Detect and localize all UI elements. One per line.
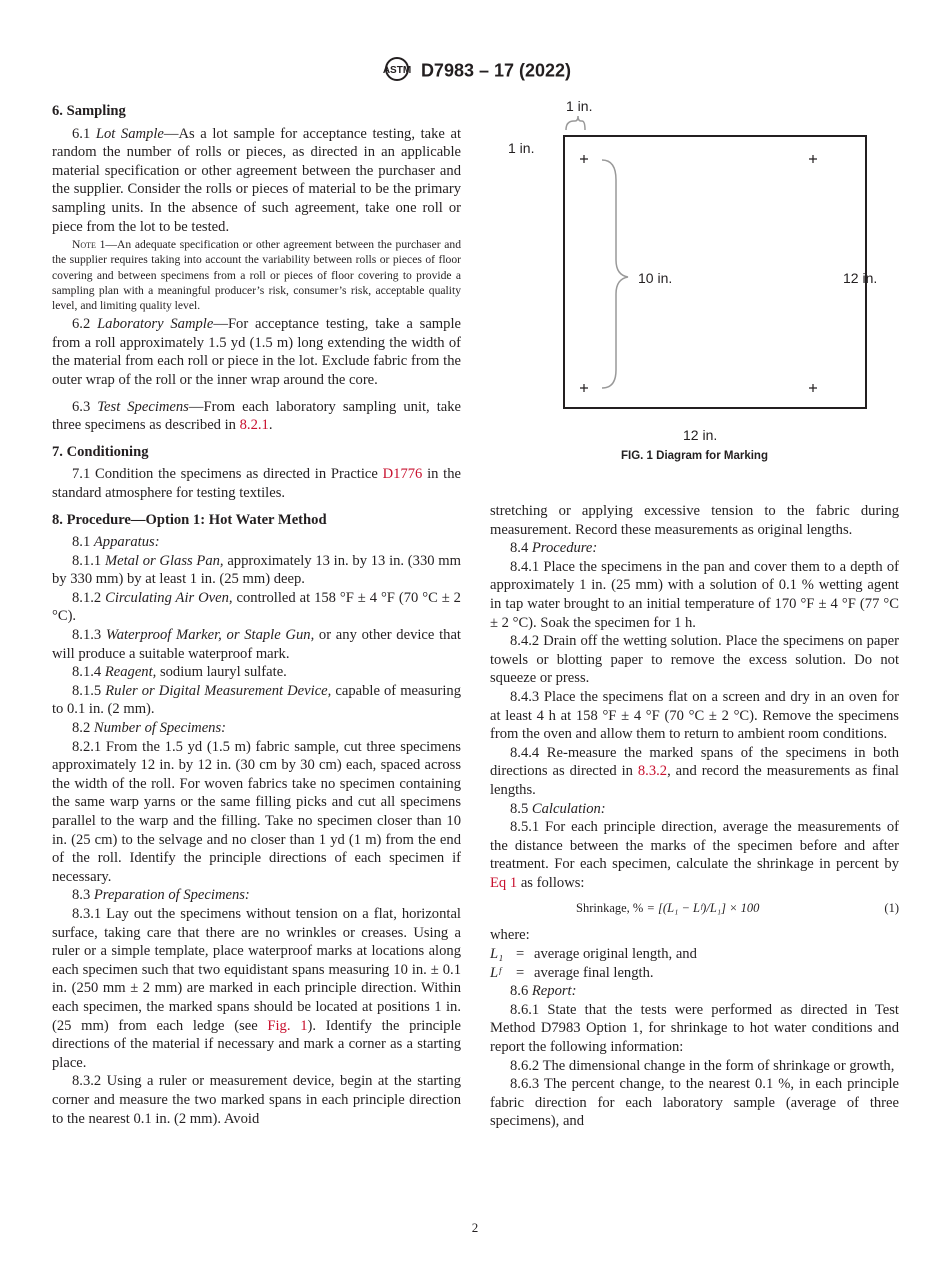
astm-logo-icon	[379, 56, 415, 87]
right-side-label: 12 in.	[843, 270, 878, 286]
text-run: 6.3	[72, 398, 98, 415]
paragraph	[52, 465, 461, 502]
paragraph	[52, 886, 461, 905]
cross-reference-link[interactable]: Eq 1	[490, 874, 518, 891]
text-run: 8.1.4	[72, 664, 105, 681]
left-margin-label: 1 in.	[508, 140, 535, 156]
text-run: 1—An adequate specification or other agreement between the purchaser and the supplier requires taking into account the variability between rolls or pieces of floor covering and between specimens from a roll or pieces of floor covering to provide a sampling plan with a meaningful producer’s risk, consumer’s risk, acceptable quality level, and limiting quality level.	[52, 238, 461, 312]
paragraph	[490, 1075, 899, 1131]
svg-text:ASTM: ASTM	[382, 65, 412, 76]
equation-lhs: Shrinkage, %	[576, 901, 647, 916]
paragraph	[52, 533, 461, 552]
bottom-side-label: 12 in.	[683, 427, 718, 443]
equation-number: (1)	[884, 901, 899, 916]
paragraph	[52, 589, 461, 626]
text-run: sodium lauryl sulfate.	[156, 664, 287, 681]
text-run: 6.1	[72, 125, 96, 142]
text-run: Number of Specimens:	[93, 720, 227, 737]
paragraph	[490, 1057, 899, 1076]
text-run: Note	[72, 238, 96, 252]
cross-reference-link[interactable]: 8.2.1	[239, 417, 269, 434]
paragraph	[52, 682, 461, 719]
section-heading: 8. Procedure—Option 1: Hot Water Method	[52, 511, 327, 528]
text-run: 8.4.3 Place the specimens flat on a screen and dry in an oven for at least 4 h at 158 °F ± 4 °F (70 °C ± 2 °C). Remove the specimens from the oven and allow them to return to ambient room conditions.	[490, 688, 899, 743]
where-label: where:	[490, 927, 530, 944]
paragraph	[490, 539, 899, 558]
text-run: Circulating Air Oven,	[105, 589, 233, 606]
paragraph	[490, 688, 899, 744]
text-run: 8.3.1 Lay out the specimens without tension on a flat, horizontal surface, taking care that there are no wrinkles or creases. Using a ruler or a simple template, place waterproof marks at locations along each specimen such that two equidistant spans measuring 10 in. ± 0.1 in. (250 mm ± 2 mm) are marked in each principle direction. Within each specimen, the marked spans should be located at positions 1 in. (25 mm) from each ledge (see	[52, 905, 461, 1034]
text-run: 7.1 Condition the specimens as directed in Practice	[72, 466, 383, 483]
variable-definitions	[490, 945, 899, 982]
text-run: 8.4.2 Drain off the wetting solution. Place the specimens on paper towels or blotting paper to remove the excess solution. Do not squeeze or press.	[490, 633, 899, 687]
text-run: Preparation of Specimens:	[93, 887, 250, 904]
text-run: 8.1	[72, 534, 94, 551]
cross-reference-link[interactable]: D1776	[382, 466, 423, 483]
text-run: Waterproof Marker, or Staple Gun,	[105, 627, 315, 644]
text-run: 8.5	[510, 800, 532, 817]
inner-span-label: 10 in.	[638, 270, 673, 286]
paragraph	[490, 632, 899, 688]
text-run: —As a lot sample for acceptance testing, take at random the number of rolls or pieces, as directed in an applicable material specification or other agreement between the purchaser and the supplier. Consider the rolls or pieces of material to be the primary sampling units. In the absence of such agreement, take one roll or piece from the lot to be tested.	[52, 125, 462, 235]
text-run: Report:	[531, 983, 577, 1000]
def-equals: =	[516, 946, 525, 963]
paragraph	[52, 663, 461, 682]
paragraph	[52, 1072, 461, 1128]
spacer	[52, 390, 461, 398]
text-run: Apparatus:	[93, 534, 160, 551]
text-run: Lot Sample	[95, 125, 164, 142]
paragraph	[52, 398, 461, 435]
paragraph	[52, 626, 461, 663]
paragraph	[52, 738, 461, 887]
text-run: 8.4.1 Place the specimens in the pan and cover them to a depth of approximately 1 in. (25 mm) with a solution of 0.1 % wetting agent in tap water brought to an initial temperature of 170 °F ± 4 °F (77 °C ± 2 °C). Soak the specimen for 1 h.	[490, 558, 899, 631]
equation-1	[490, 896, 899, 922]
specimen-outline	[564, 136, 866, 408]
standard-designation: D7983 – 17 (2022)	[420, 60, 572, 81]
text-run: or any other device that will produce a suitable waterproof mark.	[52, 627, 461, 662]
text-run: 8.6.3 The percent change, to the nearest 0.1 %, in each principle fabric direction for each laboratory sample (average of three specimens), and	[490, 1076, 899, 1130]
text-run: 8.3.2 Using a ruler or measurement device, begin at the starting corner and measure the two marked spans in each principle direction to the nearest 0.1 in. (2 mm). Avoid	[52, 1073, 461, 1127]
cross-reference-link[interactable]: 8.3.2	[637, 763, 668, 780]
left-column	[52, 94, 461, 1128]
right-column-text	[490, 502, 899, 892]
equation-rhs: = [(L₁ − Lᶠ)/L₁] × 100	[646, 901, 760, 916]
text-run: 8.6	[510, 983, 532, 1000]
top-margin-brace	[566, 116, 585, 130]
cross-reference-link[interactable]: Fig. 1	[267, 1017, 308, 1034]
paragraph	[52, 552, 461, 589]
text-run: 8.6.2 The dimensional change in the form of shrinkage or growth,	[510, 1057, 895, 1074]
text-run: 8.1.5	[72, 682, 106, 699]
text-run: 8.5.1 For each principle direction, average the measurements of the distance between the marks of the specimen before and after treatment. For each specimen, calculate the shrinkage in percent by	[490, 819, 899, 873]
def-description: average final length.	[534, 964, 654, 981]
paragraph	[490, 1001, 899, 1057]
text-run: 6.2	[72, 316, 98, 333]
text-run: capable of measuring to 0.1 in. (2 mm).	[52, 682, 461, 718]
def-equals: =	[516, 964, 525, 981]
marking-diagram	[490, 90, 899, 450]
def-symbol: Lᶠ	[490, 964, 501, 981]
text-run: , and record the measurements as final lengths.	[490, 763, 899, 798]
text-run: Reagent,	[104, 664, 157, 681]
text-run: 8.4	[510, 540, 532, 557]
report-section	[490, 982, 899, 1131]
text-run: Procedure:	[531, 540, 598, 557]
text-run: Ruler or Digital Measurement Device,	[105, 682, 332, 699]
text-run: 8.6.1 State that the tests were performed as directed in Test Method D7983 Option 1, for shrinkage to hot water conditions and report the following information:	[490, 1001, 899, 1056]
text-run: approximately 13 in. by 13 in. (330 mm by 330 mm) by at least 1 in. (25 mm) deep.	[52, 552, 462, 588]
top-margin-label: 1 in.	[566, 98, 593, 114]
text-run: ). Identify the principle directions of the material if necessary and mark a corner as a starting place.	[52, 1017, 461, 1071]
text-run: .	[268, 417, 273, 434]
def-description: average original length, and	[534, 946, 697, 963]
text-run: 8.3	[72, 887, 94, 904]
paragraph	[52, 719, 461, 738]
paragraph	[490, 982, 899, 1001]
text-run: Laboratory Sample	[97, 316, 214, 333]
page-header	[0, 56, 950, 87]
def-symbol: L₁	[490, 946, 504, 963]
text-run: —For acceptance testing, take a sample from a roll approximately 1.5 yd (1.5 m) long extending the width of the material from each roll or piece in the lot. Exclude fabric from the outer wrap of the roll or the inner wrap around the core.	[52, 316, 461, 388]
text-run: 8.1.1	[72, 552, 105, 569]
text-run: —From each laboratory sampling unit, take three specimens as described in	[52, 398, 462, 434]
paragraph	[490, 800, 899, 819]
text-run: 8.1.2	[72, 589, 106, 606]
text-run: Test Specimens	[97, 398, 189, 415]
section-heading: 7. Conditioning	[52, 443, 149, 460]
paragraph	[490, 558, 899, 632]
text-run: in the standard atmosphere for testing textiles.	[52, 466, 461, 501]
paragraph	[490, 502, 899, 539]
figure-caption: FIG. 1 Diagram for Marking	[621, 450, 768, 462]
paragraph	[52, 315, 461, 389]
text-run: 8.2.1 From the 1.5 yd (1.5 m) fabric sample, cut three specimens approximately 12 in. by 12 in. (30 cm by 30 cm) each, spaced across the width of the roll. For woven fabrics take no specimen containing the same warp yarns or the same filling picks and cut all specimens parallel to the warp and the filling. Take no specimen closer than 10 in. (25 cm) to the selvage and no closer than 1 yd (1 m) from the end of the roll. Identify the principle directions of each specimen if necessary.	[52, 738, 461, 885]
page-number: 2	[471, 1220, 479, 1235]
span-brace	[602, 160, 628, 388]
right-column	[490, 502, 899, 1131]
paragraph	[52, 905, 461, 1072]
note-paragraph	[52, 237, 461, 313]
text-run: 8.4.4 Re-measure the marked spans of the specimens in both directions as directed in	[490, 744, 899, 780]
text-run: 8.1.3	[72, 627, 106, 644]
paragraph	[490, 818, 899, 892]
text-run: stretching or applying excessive tension to the fabric during measurement. Record these measurements as original lengths.	[490, 503, 899, 538]
text-run: Calculation:	[531, 800, 606, 817]
section-heading: 6. Sampling	[52, 103, 126, 119]
figure-1-diagram	[490, 90, 899, 470]
text-run: controlled at 158 °F ± 4 °F (70 °C ± 2 °C).	[52, 589, 461, 625]
paragraph	[490, 744, 899, 800]
text-run: 8.2	[72, 720, 94, 737]
text-run: as follows:	[517, 874, 585, 891]
paragraph	[52, 125, 461, 237]
text-run: Metal or Glass Pan,	[104, 552, 224, 569]
